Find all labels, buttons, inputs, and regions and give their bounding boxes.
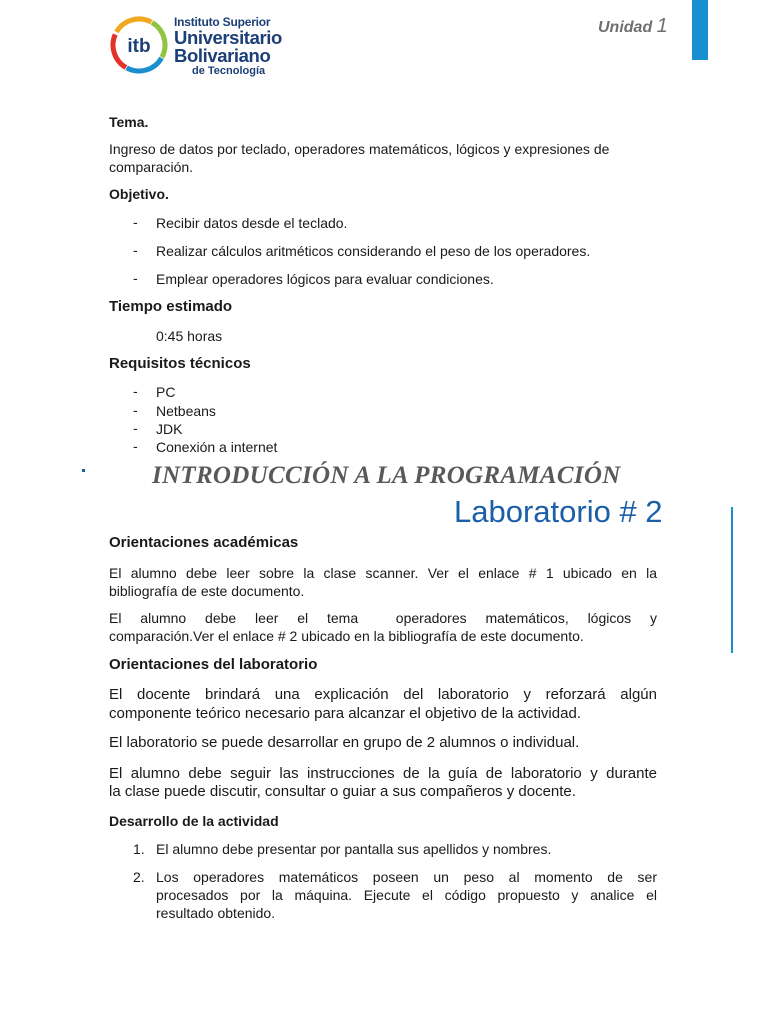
academicas-p1-line-1: El alumno debe leer sobre la clase scanner. Ver el enlace # 1 ubicado en la (109, 565, 657, 581)
logo-line-3: Bolivariano (174, 44, 271, 66)
tema-text-line-1: Ingreso de datos por teclado, operadores matemáticos, lógicos y expresiones de (109, 141, 610, 157)
tiempo-heading: Tiempo estimado (109, 298, 233, 315)
institution-logo (108, 14, 288, 78)
objetivo-bullet: - (133, 242, 138, 258)
desarrollo-item-1: El alumno debe presentar por pantalla sus apellidos y nombres. (156, 841, 552, 857)
academicas-p1-line-2: bibliografía de este documento. (109, 583, 305, 599)
logo-text (174, 16, 282, 77)
tiempo-value: 0:45 horas (156, 328, 223, 344)
logo-line-2: Universitario (174, 27, 282, 48)
laboratorio-p3-line-2: la clase puede discutir, consultar o guiar a sus compañeros y docente. (109, 783, 576, 800)
decorative-dot (82, 469, 85, 472)
orientaciones-academicas-heading: Orientaciones académicas (109, 534, 299, 551)
header-accent-bar (692, 0, 708, 60)
requisitos-item-4: Conexión a internet (156, 439, 278, 455)
requisitos-bullet: - (133, 402, 138, 418)
logo-line-1: Instituto Superior (174, 15, 271, 29)
objetivo-heading: Objetivo. (109, 186, 169, 202)
side-accent-line (731, 507, 733, 653)
tema-text-line-2: comparación. (109, 159, 194, 175)
desarrollo-item-2-number: 2. (133, 869, 145, 885)
logo-line-4: de Tecnología (192, 65, 266, 77)
laboratorio-p2: El laboratorio se puede desarrollar en grupo de 2 alumnos o individual. (109, 734, 580, 751)
objetivo-item-3: Emplear operadores lógicos para evaluar condiciones. (156, 271, 494, 287)
objetivo-bullet: - (133, 270, 138, 286)
requisitos-heading: Requisitos técnicos (109, 355, 251, 372)
objetivo-item-2: Realizar cálculos aritméticos considerando el peso de los operadores. (156, 243, 591, 259)
desarrollo-heading: Desarrollo de la actividad (109, 813, 279, 829)
requisitos-bullet: - (133, 383, 138, 399)
requisitos-bullet: - (133, 438, 138, 454)
desarrollo-item-1-number: 1. (133, 841, 145, 857)
laboratorio-p3-line-1: El alumno debe seguir las instrucciones de la guía de laboratorio y durante (109, 765, 657, 782)
unit-word: Unidad (598, 19, 653, 36)
requisitos-item-1: PC (156, 384, 176, 400)
requisitos-bullet: - (133, 420, 138, 436)
laboratorio-p1-line-1: El docente brindará una explicación del laboratorio y reforzará algún (109, 686, 657, 703)
desarrollo-item-2-line-3: resultado obtenido. (156, 905, 276, 921)
unit-number: 1 (656, 15, 668, 37)
itb-logo-icon (108, 14, 170, 76)
requisitos-item-2: Netbeans (156, 403, 216, 419)
unit-label (598, 15, 668, 38)
academicas-p2-line-2: comparación.Ver el enlace # 2 ubicado en la bibliografía de este documento. (109, 628, 584, 644)
desarrollo-item-2-line-1: Los operadores matemáticos poseen un peso al momento de ser (156, 869, 657, 885)
logo-mark: itb (127, 36, 151, 57)
lab-title: Laboratorio # 2 (454, 494, 663, 529)
orientaciones-laboratorio-heading: Orientaciones del laboratorio (109, 656, 318, 673)
course-title: INTRODUCCIÓN A LA PROGRAMACIÓN (152, 462, 621, 489)
desarrollo-item-2-line-2: procesados por la máquina. Ejecute el código propuesto y analice el (156, 887, 657, 903)
objetivo-item-1: Recibir datos desde el teclado. (156, 215, 348, 231)
tema-heading: Tema. (109, 114, 149, 130)
requisitos-item-3: JDK (156, 421, 183, 437)
laboratorio-p1-line-2: componente teórico necesario para alcanzar el objetivo de la actividad. (109, 705, 581, 722)
objetivo-bullet: - (133, 214, 138, 230)
academicas-p2-line-1 (109, 609, 657, 627)
academicas-p2-line-1-text: El alumno debe leer el tema operadores matemáticos, lógicos y (109, 610, 657, 626)
